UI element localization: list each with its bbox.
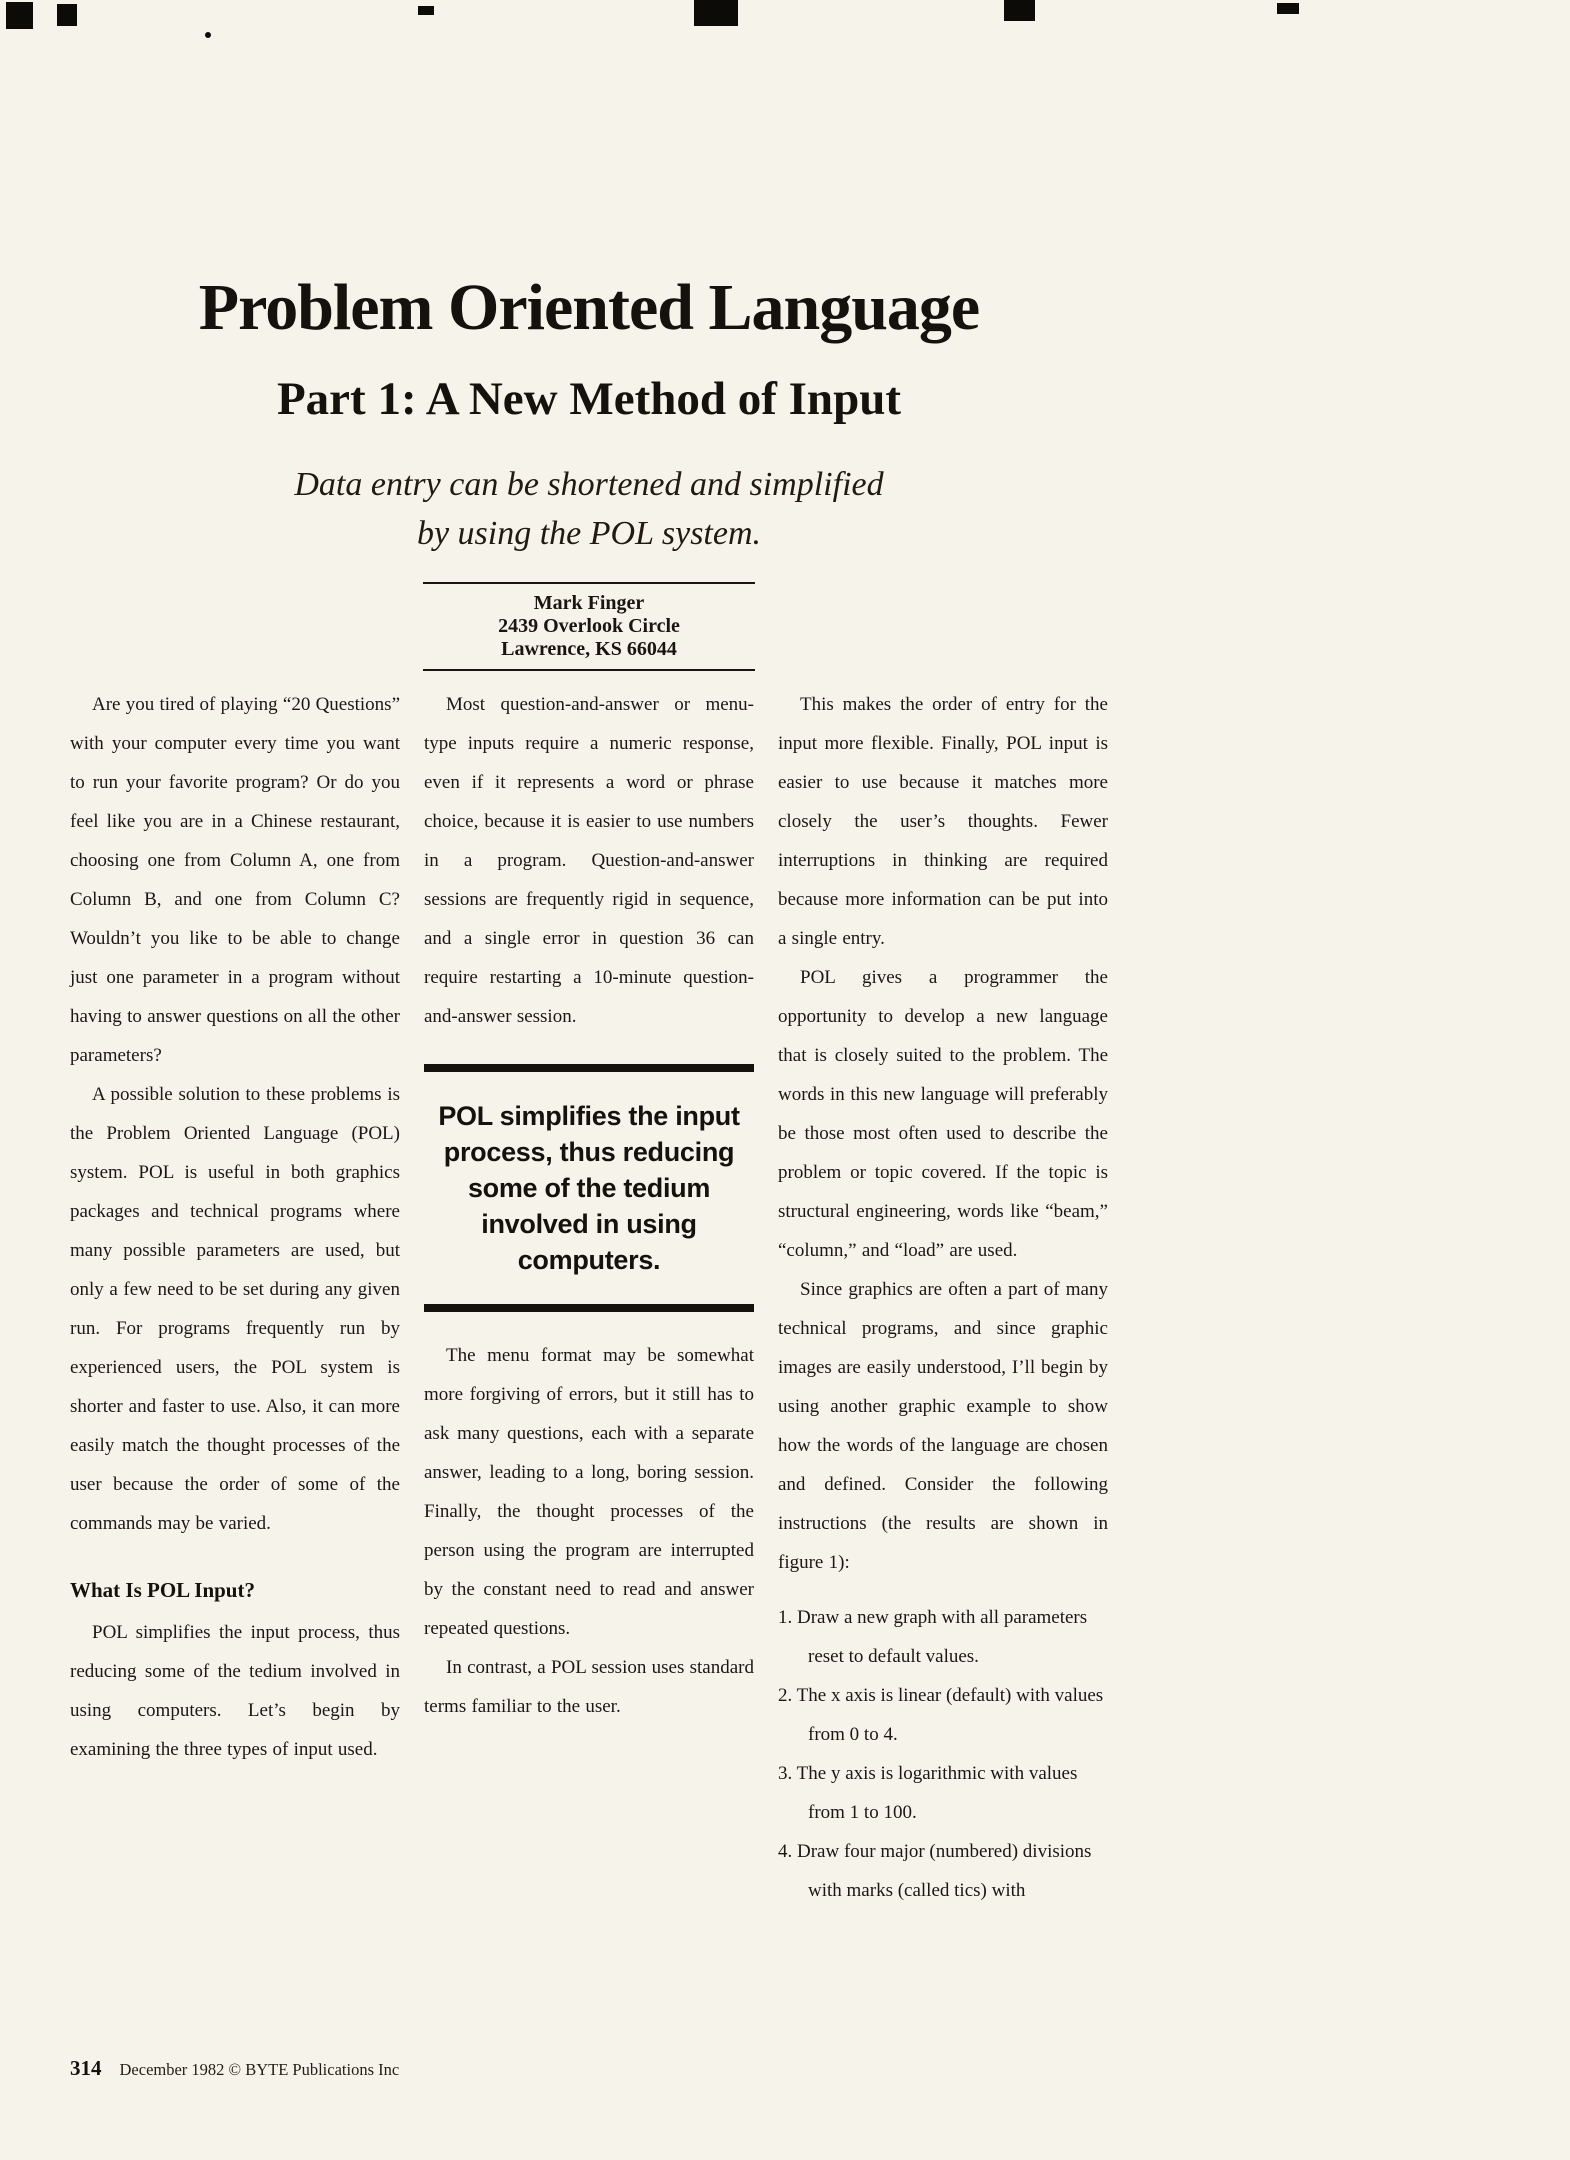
paragraph: POL gives a programmer the opportunity to develop a new language that is closely suited to the problem. The words in this new language will preferably be those most often used to describe the problem or topic covered. If the topic is structural engineering, words like “beam,” “column,” and “load” are used.: [778, 967, 1108, 1261]
pull-quote: [424, 1064, 754, 1312]
scan-artifact: [418, 6, 434, 15]
scan-artifact: [6, 2, 33, 29]
instruction-item: 2. The x axis is linear (default) with values from 0 to 4.: [778, 1685, 1104, 1745]
paragraph: This makes the order of entry for the input more flexible. Finally, POL input is easier to use because it matches more closely the user’s thoughts. Fewer interruptions in thinking are required because more information can be put into a single entry.: [778, 694, 1108, 949]
tagline-line-2: by using the POL system.: [416, 515, 762, 552]
column-2: [424, 685, 754, 1910]
instruction-list: [778, 1598, 1108, 1910]
instruction-item: 3. The y axis is logarithmic with values from 1 to 100.: [778, 1763, 1078, 1823]
scan-artifact: [57, 4, 77, 26]
article-header: [0, 0, 1178, 558]
article-title: Problem Oriented Language: [198, 271, 980, 344]
page-number: 314: [70, 2056, 102, 2080]
scan-artifact: [1277, 3, 1299, 14]
page-footer: [70, 2056, 399, 2081]
scan-artifact: [694, 0, 738, 26]
instruction-item: 1. Draw a new graph with all parameters reset to default values.: [778, 1607, 1088, 1667]
article-subtitle: Part 1: A New Method of Input: [276, 373, 902, 425]
paragraph: Are you tired of playing “20 Questions” with your computer every time you want to run your favorite program? Or do you feel like you are in a Chinese restaurant, choosing one from Column A, one from Column B, and one from Column C? Wouldn’t you like to be able to change just one parameter in a program without having to answer questions on all the other parameters?: [70, 694, 400, 1066]
column-1: [70, 685, 400, 1910]
section-heading: What Is POL Input?: [70, 1578, 255, 1602]
instruction-item: 4. Draw four major (numbered) divisions with marks (called tics) with: [778, 1841, 1092, 1901]
paragraph: POL simplifies the input process, thus reducing some of the tedium involved in using computers. Let’s begin by examining the three types of input used.: [70, 1622, 400, 1760]
scan-artifact: [205, 32, 211, 38]
paragraph: Most question-and-answer or menu-type inputs require a numeric response, even if it represents a word or phrase choice, because it is easier to use numbers in a program. Question-and-answer sessions are frequently rigid in sequence, and a single error in question 36 can require restarting a 10-minute question-and-answer session.: [424, 694, 754, 1027]
body-columns: [70, 685, 1108, 1910]
scan-artifact: [1004, 0, 1035, 21]
column-3: [778, 685, 1108, 1910]
author-block: [423, 582, 755, 671]
paragraph: A possible solution to these problems is the Problem Oriented Language (POL) system. POL is useful in both graphics packages and technical programs where many possible parameters are used, but only a few need to be set during any given run. For programs frequently run by experienced users, the POL system is shorter and faster to use. Also, it can more easily match the thought processes of the user because the order of some of the commands may be varied.: [70, 1084, 400, 1534]
paragraph: In contrast, a POL session uses standard terms familiar to the user.: [424, 1657, 754, 1717]
tagline-line-1: Data entry can be shortened and simplified: [294, 466, 884, 503]
paragraph: Since graphics are often a part of many technical programs, and since graphic images are easily understood, I’ll begin by using another graphic example to show how the words of the language are chosen and defined. Consider the following instructions (the results are shown in figure 1):: [778, 1279, 1108, 1573]
author-address-city: Lawrence, KS 66044: [501, 638, 677, 660]
publication-credit: December 1982 © BYTE Publications Inc: [119, 2060, 400, 2079]
pull-quote-text: POL simplifies the input process, thus reducing some of the tedium involved in using computers.: [438, 1101, 740, 1275]
author-name: Mark Finger: [533, 592, 645, 614]
author-address-street: 2439 Overlook Circle: [498, 615, 680, 637]
paragraph: The menu format may be somewhat more forgiving of errors, but it still has to ask many questions, each with a separate answer, leading to a long, boring session. Finally, the thought processes of the person using the program are interrupted by the constant need to read and answer repeated questions.: [424, 1345, 754, 1639]
article-tagline: [0, 460, 1178, 558]
